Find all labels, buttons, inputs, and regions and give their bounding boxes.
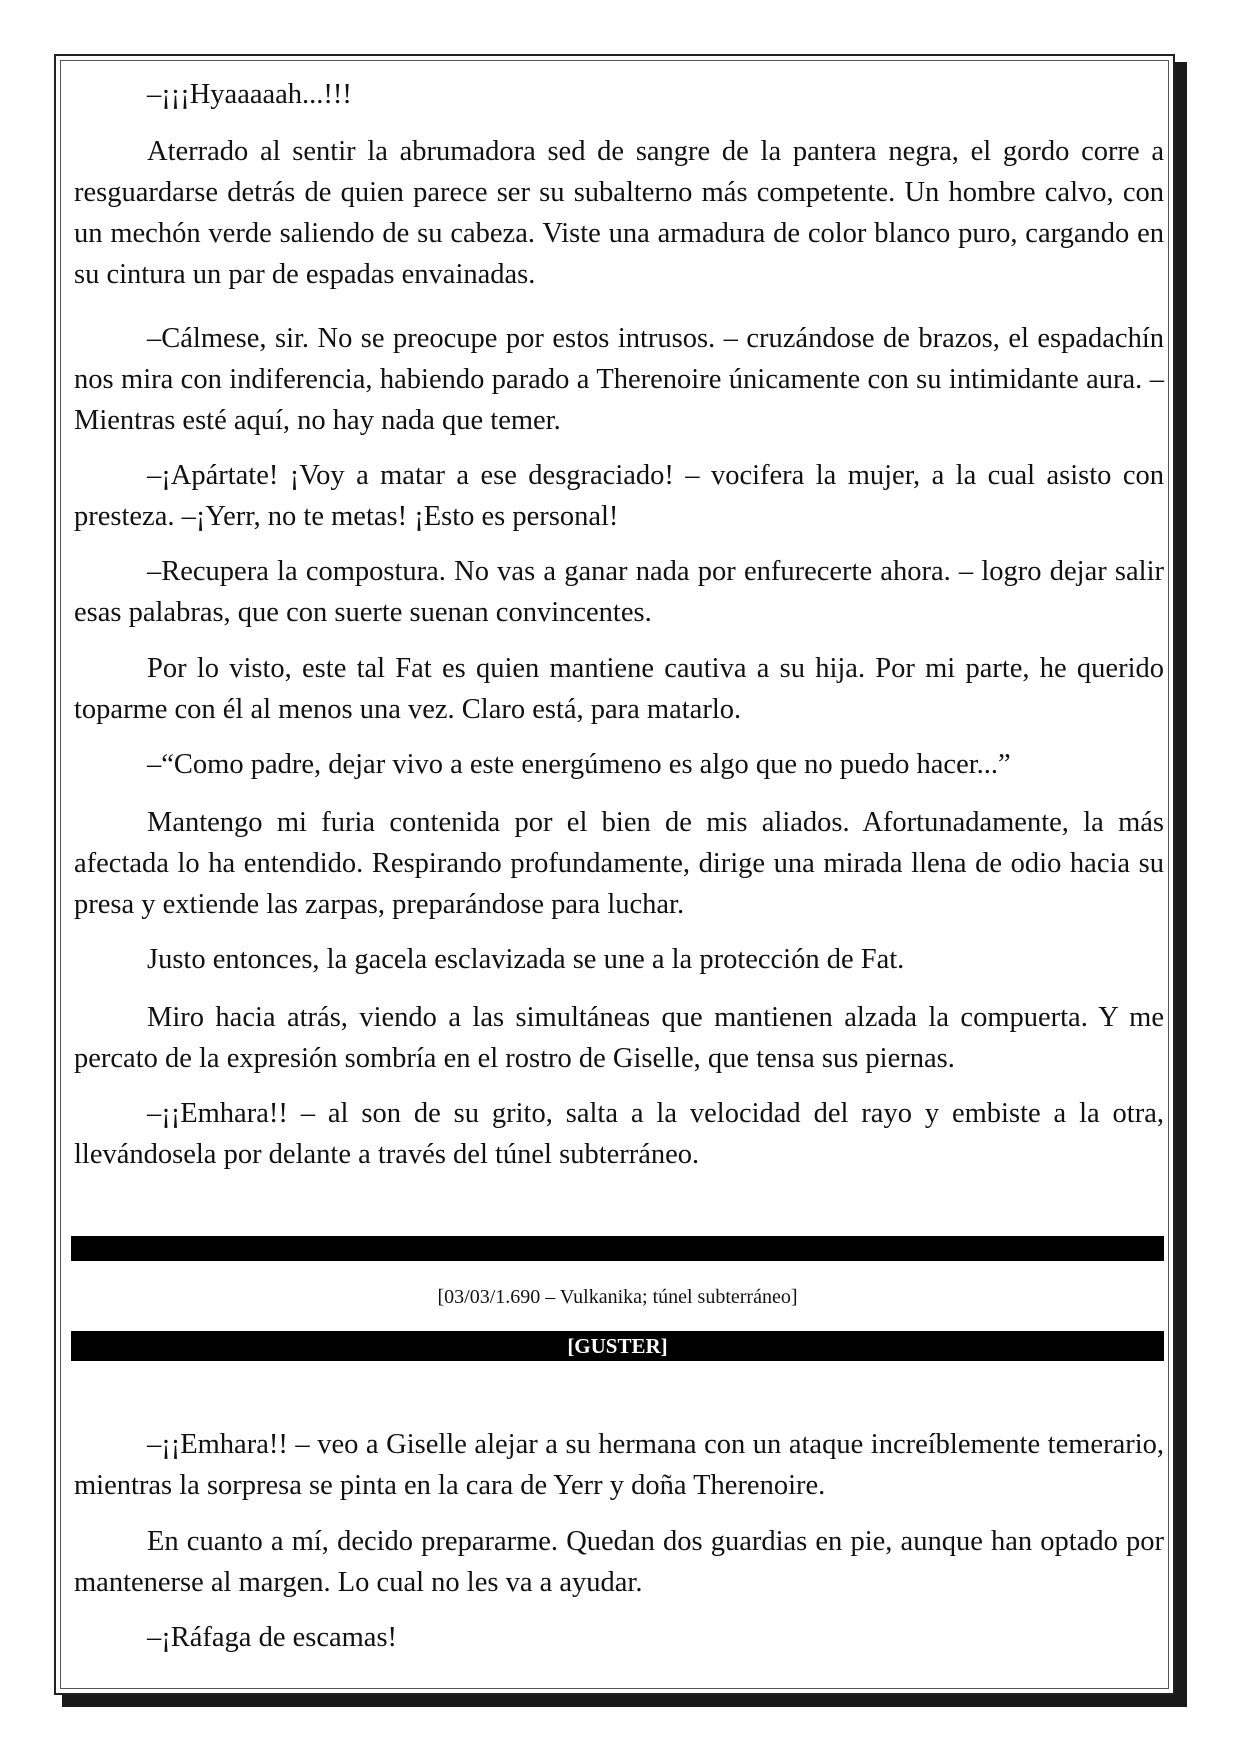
paragraph-1: –¡¡¡Hyaaaaah...!!!	[147, 79, 352, 110]
paragraph-8: Mantengo mi furia contenida por el bien de mis aliados. Afortunadamente, la más afectada lo ha entendido. Respirando profundamente, dirige una mirada llena de odio hacia su presa y extiende las zarpas, preparándose para luchar.	[74, 807, 1164, 920]
scene-date-location: [03/03/1.690 – Vulkanika; túnel subterráneo]	[437, 1286, 798, 1308]
paragraph-13: En cuanto a mí, decido prepararme. Quedan dos guardias en pie, aunque han optado por mantenerse al margen. Lo cual no les va a ayudar.	[74, 1526, 1164, 1598]
paragraph-10: Miro hacia atrás, viendo a las simultáneas que mantienen alzada la compuerta. Y me percato de la expresión sombría en el rostro de Giselle, que tensa sus piernas.	[74, 1002, 1164, 1074]
paragraph-9: Justo entonces, la gacela esclavizada se une a la protección de Fat.	[147, 944, 905, 975]
scene-narrator-banner: [GUSTER]	[71, 1331, 1164, 1361]
paragraph-2: Aterrado al sentir la abrumadora sed de sangre de la pantera negra, el gordo corre a resguardarse detrás de quien parece ser su subalterno más competente. Un hombre calvo, con un mechón verde saliendo de su cabeza. Viste una armadura de color blanco puro, cargando en su cintura un par de espadas envainadas.	[74, 136, 1164, 290]
paragraph-5: –Recupera la compostura. No vas a ganar nada por enfurecerte ahora. – logro dejar salir esas palabras, que con suerte suenan convincentes.	[74, 556, 1164, 628]
paragraph-4: –¡Apártate! ¡Voy a matar a ese desgraciado! – vocifera la mujer, a la cual asisto con presteza. –¡Yerr, no te metas! ¡Esto es personal!	[74, 460, 1164, 532]
paragraph-14: –¡Ráfaga de escamas!	[147, 1622, 398, 1653]
paragraph-7: –“Como padre, dejar vivo a este energúmeno es algo que no puedo hacer...”	[147, 749, 1011, 780]
paragraph-3: –Cálmese, sir. No se preocupe por estos intrusos. – cruzándose de brazos, el espadachín nos mira con indiferencia, habiendo parado a Therenoire únicamente con su intimidante aura. –Mientras esté aquí, no hay nada que temer.	[74, 323, 1164, 436]
paragraph-12: –¡¡Emhara!! – veo a Giselle alejar a su hermana con un ataque increíblemente temerario, mientras la sorpresa se pinta en la cara de Yerr y doña Therenoire.	[74, 1429, 1164, 1501]
scene-break-bar	[71, 1236, 1164, 1261]
paragraph-6: Por lo visto, este tal Fat es quien mantiene cautiva a su hija. Por mi parte, he querido toparme con él al menos una vez. Claro está, para matarlo.	[74, 653, 1164, 725]
paragraph-11: –¡¡Emhara!! – al son de su grito, salta a la velocidad del rayo y embiste a la otra, llevándosela por delante a través del túnel subterráneo.	[74, 1098, 1164, 1170]
